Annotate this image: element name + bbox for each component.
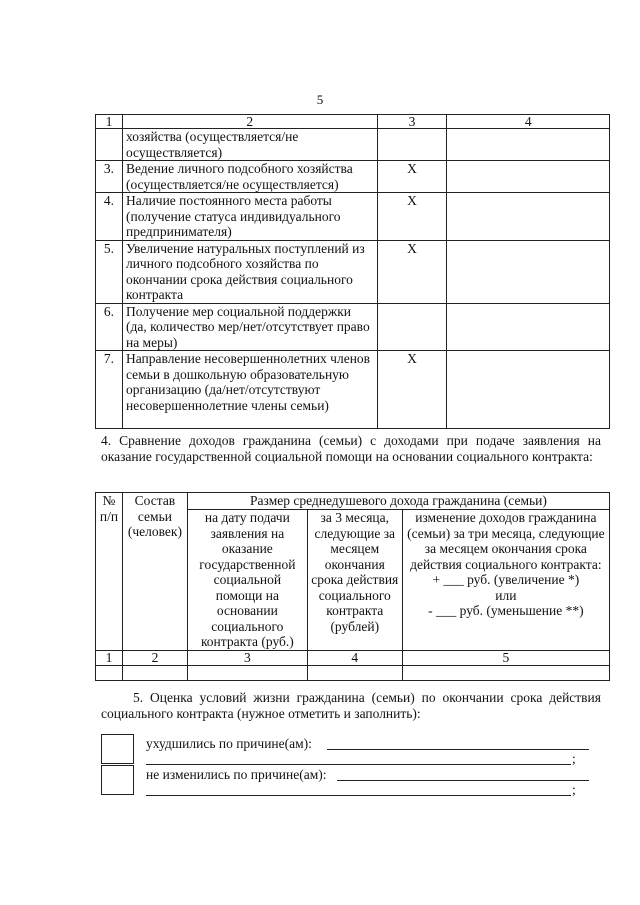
header-average-income: Размер среднедушевого дохода гражданина (семьи) [187,493,609,510]
table-header-cell: 2 [122,115,377,129]
table-row [96,303,610,351]
row-number: 7. [96,351,123,429]
row-number [96,129,123,161]
table-row [96,240,610,303]
row-mark: X [377,240,447,303]
header-income-change [402,510,609,651]
change-description: изменение доходов гражданина (семьи) за три месяца, следующие за месяцем окончания срока действия социального контракта: [407,510,605,572]
row-text: Наличие постоянного места работы (получение статуса индивидуального предпринимателя) [122,193,377,241]
row-mark [377,303,447,351]
empty-cell[interactable] [187,665,307,680]
unchanged-checkbox[interactable] [101,765,134,795]
table-row [96,193,610,241]
empty-cell[interactable] [402,665,609,680]
row-value [447,193,610,241]
header-number: № п/п [96,493,123,651]
income-comparison-table [95,492,610,681]
table-row [96,351,610,429]
table-header-cell: 1 [96,115,123,129]
row-text: Получение мер социальной поддержки (да, количество мер/нет/отсутствует право на меры) [122,303,377,351]
worsened-reason-line[interactable] [327,749,589,750]
row-number: 3. [96,161,123,193]
option-unchanged [101,765,601,795]
row-number: 6. [96,303,123,351]
row-number: 5. [96,240,123,303]
row-text: хозяйства (осуществляется/не осуществляется) [122,129,377,161]
row-value [447,240,610,303]
outcomes-table [95,114,610,429]
table-row [96,665,610,680]
row-mark: X [377,161,447,193]
row-mark [377,129,447,161]
page-number: 5 [316,92,324,107]
empty-cell[interactable] [96,665,123,680]
empty-cell[interactable] [307,665,402,680]
table-header-row [96,493,610,510]
option-worsened [101,734,601,764]
worsened-checkbox[interactable] [101,734,134,764]
unchanged-reason-line-2[interactable] [146,795,571,796]
unchanged-reason-line[interactable] [337,780,589,781]
header-at-application: на дату подачи заявления на оказание государственной социальной помощи на основании социального контракта (руб.) [187,510,307,651]
column-number: 2 [122,650,187,665]
table-header-row [96,115,610,129]
row-mark: X [377,193,447,241]
row-text: Ведение личного подсобного хозяйства (осуществляется/не осуществляется) [122,161,377,193]
table-row [96,161,610,193]
line-end: ; [572,782,576,797]
row-text: Увеличение натуральных поступлений из личного подсобного хозяйства по окончании срока действия социального контракта [122,240,377,303]
row-text: Направление несовершеннолетних членов семьи в дошкольную образовательную организацию (да/нет/отсутствуют несовершеннолетние члены семьи) [122,351,377,429]
row-number: 4. [96,193,123,241]
empty-cell[interactable] [122,665,187,680]
change-or: или [495,587,517,603]
table-row [96,129,610,161]
row-value [447,161,610,193]
unchanged-label: не изменились по причине(ам): [146,767,327,782]
table-header-cell: 3 [377,115,447,129]
column-number: 4 [307,650,402,665]
column-number: 1 [96,650,123,665]
column-number: 5 [402,650,609,665]
header-three-months: за 3 месяца, следующие за месяцем окончания срока действия социального контракта (рублей) [307,510,402,651]
change-decrease: - ___ руб. (уменьшение **) [428,603,584,618]
table-header-cell: 4 [447,115,610,129]
row-value [447,129,610,161]
header-family-size: Состав семьи (человек) [122,493,187,651]
column-number: 3 [187,650,307,665]
row-value [447,303,610,351]
section-5-heading: 5. Оценка условий жизни гражданина (семьи) по окончании срока действия социального контракта (нужное отметить и заполнить): [101,690,601,721]
worsened-label: ухудшились по причине(ам): [146,736,312,751]
change-increase: + ___ руб. (увеличение *) [432,572,580,587]
row-mark: X [377,351,447,429]
line-end: ; [572,751,576,766]
row-value [447,351,610,429]
section-4-heading: 4. Сравнение доходов гражданина (семьи) с доходами при подаче заявления на оказание государственной социальной помощи на основании социального контракта: [101,433,601,464]
table-number-row [96,650,610,665]
